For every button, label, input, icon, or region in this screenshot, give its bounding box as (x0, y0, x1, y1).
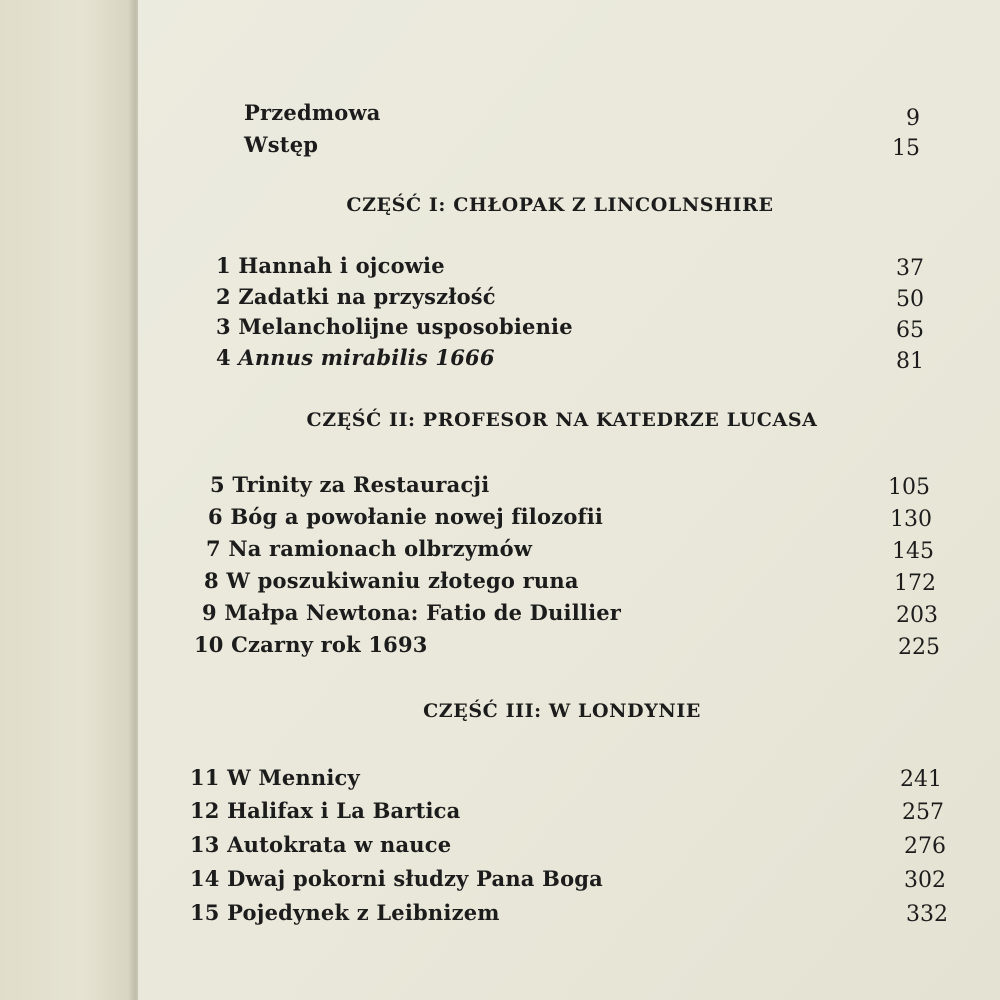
toc-entry-page: 50 (896, 287, 924, 312)
toc-entry-page: 81 (896, 349, 924, 374)
toc-entry-title: 1 Hannah i ojcowie (216, 253, 445, 278)
toc-entry-page: 65 (896, 318, 924, 343)
toc-entry-page: 15 (892, 136, 920, 161)
toc-entry-page: 302 (904, 868, 946, 893)
toc-entry-page: 276 (904, 834, 946, 859)
toc-entry-title: 6 Bóg a powołanie nowej filozofii (208, 504, 604, 529)
part-heading: CZĘŚĆ II: PROFESOR NA KATEDRZE LUCASA (306, 409, 818, 431)
toc-entry-title: 5 Trinity za Restauracji (210, 472, 490, 497)
toc-entry-title (216, 345, 495, 370)
part-heading: CZĘŚĆ III: W LONDYNIE (423, 700, 701, 722)
toc-entry-page: 9 (906, 106, 920, 131)
toc-entry-title: 8 W poszukiwaniu złotego runa (204, 568, 579, 593)
toc-entry-title: 3 Melancholijne usposobienie (216, 314, 573, 339)
toc-entry-page: 257 (902, 800, 944, 825)
toc-entry-page: 241 (900, 767, 942, 792)
toc-entry-page: 130 (890, 507, 932, 532)
part-heading: CZĘŚĆ I: CHŁOPAK Z LINCOLNSHIRE (346, 194, 774, 216)
toc-entry-title: 2 Zadatki na przyszłość (216, 284, 496, 309)
toc-entry-page: 37 (896, 256, 924, 281)
chapter-title: Annus mirabilis 1666 (238, 345, 495, 370)
toc-entry-title: 7 Na ramionach olbrzymów (206, 536, 533, 561)
toc-entry-page: 225 (898, 635, 940, 660)
toc-entry-title: Wstęp (244, 132, 319, 157)
toc-entry-title: 11 W Mennicy (190, 765, 360, 790)
toc-entry-page: 332 (906, 902, 948, 927)
toc-entry-title: 13 Autokrata w nauce (190, 832, 452, 857)
left-page-edge (0, 0, 138, 1000)
toc-entry-title: 14 Dwaj pokorni słudzy Pana Boga (190, 866, 603, 891)
toc-entry-page: 172 (894, 571, 936, 596)
toc-entry-page: 105 (888, 475, 930, 500)
toc-entry-title: 15 Pojedynek z Leibnizem (190, 900, 500, 925)
toc-entry-page: 145 (892, 539, 934, 564)
toc-entry-page: 203 (896, 603, 938, 628)
toc-entry-title: 10 Czarny rok 1693 (194, 632, 428, 657)
toc-entry-title: Przedmowa (244, 100, 381, 125)
toc-entry-title: 12 Halifax i La Bartica (190, 798, 461, 823)
chapter-number: 4 (216, 345, 231, 370)
toc-entry-title: 9 Małpa Newtona: Fatio de Duillier (202, 600, 622, 625)
